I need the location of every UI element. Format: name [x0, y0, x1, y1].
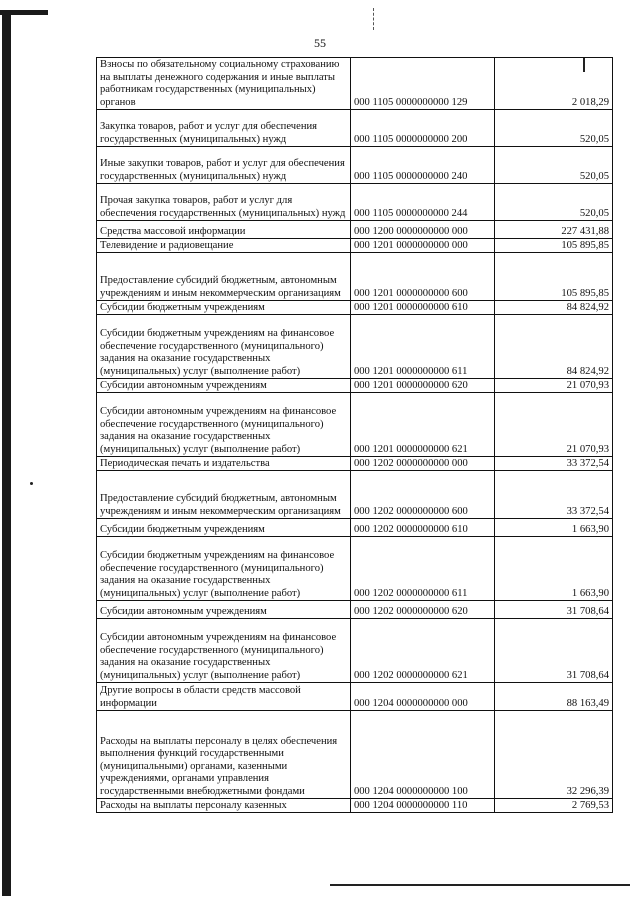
- table-row: [97, 537, 613, 601]
- table-row: [97, 253, 613, 301]
- row-name-cell: Субсидии автономным учреждениям на финансовое обеспечение государственного (муниципального) задания на оказание государственных (муниципальных) услуг (выполнение работ): [97, 619, 351, 683]
- table-row: [97, 184, 613, 221]
- table-row: [97, 519, 613, 537]
- row-amount-cell: 1 663,90: [494, 519, 612, 537]
- row-name-cell: Субсидии бюджетным учреждениям: [97, 301, 351, 315]
- row-code-cell: 000 1204 0000000000 110: [350, 799, 494, 813]
- row-code-cell: 000 1105 0000000000 129: [350, 58, 494, 110]
- table-row: [97, 471, 613, 519]
- row-amount-cell: 2 769,53: [494, 799, 612, 813]
- scan-speck: [30, 482, 33, 485]
- page-number: 55: [314, 36, 326, 50]
- budget-table-body: [97, 58, 613, 813]
- table-row: [97, 301, 613, 315]
- row-code-cell: 000 1201 0000000000 620: [350, 379, 494, 393]
- table-row: [97, 315, 613, 379]
- row-amount-cell: 33 372,54: [494, 471, 612, 519]
- row-name-cell: Телевидение и радиовещание: [97, 239, 351, 253]
- row-amount-cell: 33 372,54: [494, 457, 612, 471]
- row-amount-cell: 31 708,64: [494, 601, 612, 619]
- table-row: [97, 457, 613, 471]
- row-name-cell: Предоставление субсидий бюджетным, автономным учреждениям и иным некоммерческим организациям: [97, 253, 351, 301]
- table-row: [97, 683, 613, 711]
- table-row: [97, 619, 613, 683]
- row-code-cell: 000 1202 0000000000 610: [350, 519, 494, 537]
- row-code-cell: 000 1204 0000000000 000: [350, 683, 494, 711]
- row-name-cell: Расходы на выплаты персоналу в целях обеспечения выполнения функций государственными (муниципальными) органами, казенными учреждениями, органами управления государственными внебюджетными фондами: [97, 711, 351, 799]
- table-row: [97, 393, 613, 457]
- table-row: [97, 239, 613, 253]
- row-amount-cell: 84 824,92: [494, 301, 612, 315]
- row-code-cell: 000 1202 0000000000 611: [350, 537, 494, 601]
- row-code-cell: 000 1105 0000000000 240: [350, 147, 494, 184]
- row-name-cell: Субсидии автономным учреждениям: [97, 379, 351, 393]
- row-code-cell: 000 1202 0000000000 600: [350, 471, 494, 519]
- row-name-cell: Закупка товаров, работ и услуг для обеспечения государственных (муниципальных) нужд: [97, 110, 351, 147]
- row-name-cell: Субсидии бюджетным учреждениям на финансовое обеспечение государственного (муниципального) задания на оказание государственных (муниципальных) услуг (выполнение работ): [97, 537, 351, 601]
- table-row: [97, 711, 613, 799]
- row-amount-cell: 520,05: [494, 110, 612, 147]
- row-code-cell: 000 1201 0000000000 611: [350, 315, 494, 379]
- row-amount-cell: 84 824,92: [494, 315, 612, 379]
- row-amount-cell: 31 708,64: [494, 619, 612, 683]
- row-amount-cell: 21 070,93: [494, 393, 612, 457]
- table-row: [97, 221, 613, 239]
- row-code-cell: 000 1201 0000000000 621: [350, 393, 494, 457]
- row-amount-cell: 21 070,93: [494, 379, 612, 393]
- row-code-cell: 000 1201 0000000000 610: [350, 301, 494, 315]
- scan-artifact-top: [373, 8, 375, 30]
- row-name-cell: Другие вопросы в области средств массовой информации: [97, 683, 351, 711]
- table-row: [97, 799, 613, 813]
- row-name-cell: Иные закупки товаров, работ и услуг для обеспечения государственных (муниципальных) нужд: [97, 147, 351, 184]
- table-row: [97, 147, 613, 184]
- table-row: [97, 601, 613, 619]
- row-code-cell: 000 1105 0000000000 244: [350, 184, 494, 221]
- row-amount-cell: 105 895,85: [494, 253, 612, 301]
- table-row: [97, 58, 613, 110]
- row-amount-cell: 32 296,39: [494, 711, 612, 799]
- row-name-cell: Субсидии бюджетным учреждениям на финансовое обеспечение государственного (муниципального) задания на оказание государственных (муниципальных) услуг (выполнение работ): [97, 315, 351, 379]
- row-code-cell: 000 1105 0000000000 200: [350, 110, 494, 147]
- row-name-cell: Прочая закупка товаров, работ и услуг для обеспечения государственных (муниципальных) нужд: [97, 184, 351, 221]
- row-amount-cell: 105 895,85: [494, 239, 612, 253]
- row-code-cell: 000 1202 0000000000 621: [350, 619, 494, 683]
- row-name-cell: Средства массовой информации: [97, 221, 351, 239]
- row-amount-cell: 2 018,29: [494, 58, 612, 110]
- row-amount-cell: 520,05: [494, 184, 612, 221]
- row-code-cell: 000 1201 0000000000 600: [350, 253, 494, 301]
- row-code-cell: 000 1200 0000000000 000: [350, 221, 494, 239]
- row-name-cell: Субсидии автономным учреждениям на финансовое обеспечение государственного (муниципального) задания на оказание государственных (муниципальных) услуг (выполнение работ): [97, 393, 351, 457]
- row-amount-cell: 1 663,90: [494, 537, 612, 601]
- row-name-cell: Расходы на выплаты персоналу казенных: [97, 799, 351, 813]
- budget-table: [96, 57, 613, 813]
- scan-edge-top: [0, 10, 48, 15]
- row-code-cell: 000 1202 0000000000 000: [350, 457, 494, 471]
- row-name-cell: Периодическая печать и издательства: [97, 457, 351, 471]
- scan-edge-left: [0, 10, 14, 896]
- row-amount-cell: 227 431,88: [494, 221, 612, 239]
- scan-edge-bottom: [330, 884, 630, 886]
- row-name-cell: Взносы по обязательному социальному страхованию на выплаты денежного содержания и иные выплаты работникам государственных (муниципальных) органов: [97, 58, 351, 110]
- table-row: [97, 379, 613, 393]
- row-name-cell: Субсидии бюджетным учреждениям: [97, 519, 351, 537]
- row-code-cell: 000 1202 0000000000 620: [350, 601, 494, 619]
- row-amount-cell: 88 163,49: [494, 683, 612, 711]
- row-code-cell: 000 1204 0000000000 100: [350, 711, 494, 799]
- row-name-cell: Субсидии автономным учреждениям: [97, 601, 351, 619]
- row-amount-cell: 520,05: [494, 147, 612, 184]
- row-name-cell: Предоставление субсидий бюджетным, автономным учреждениям и иным некоммерческим организациям: [97, 471, 351, 519]
- row-code-cell: 000 1201 0000000000 000: [350, 239, 494, 253]
- table-row: [97, 110, 613, 147]
